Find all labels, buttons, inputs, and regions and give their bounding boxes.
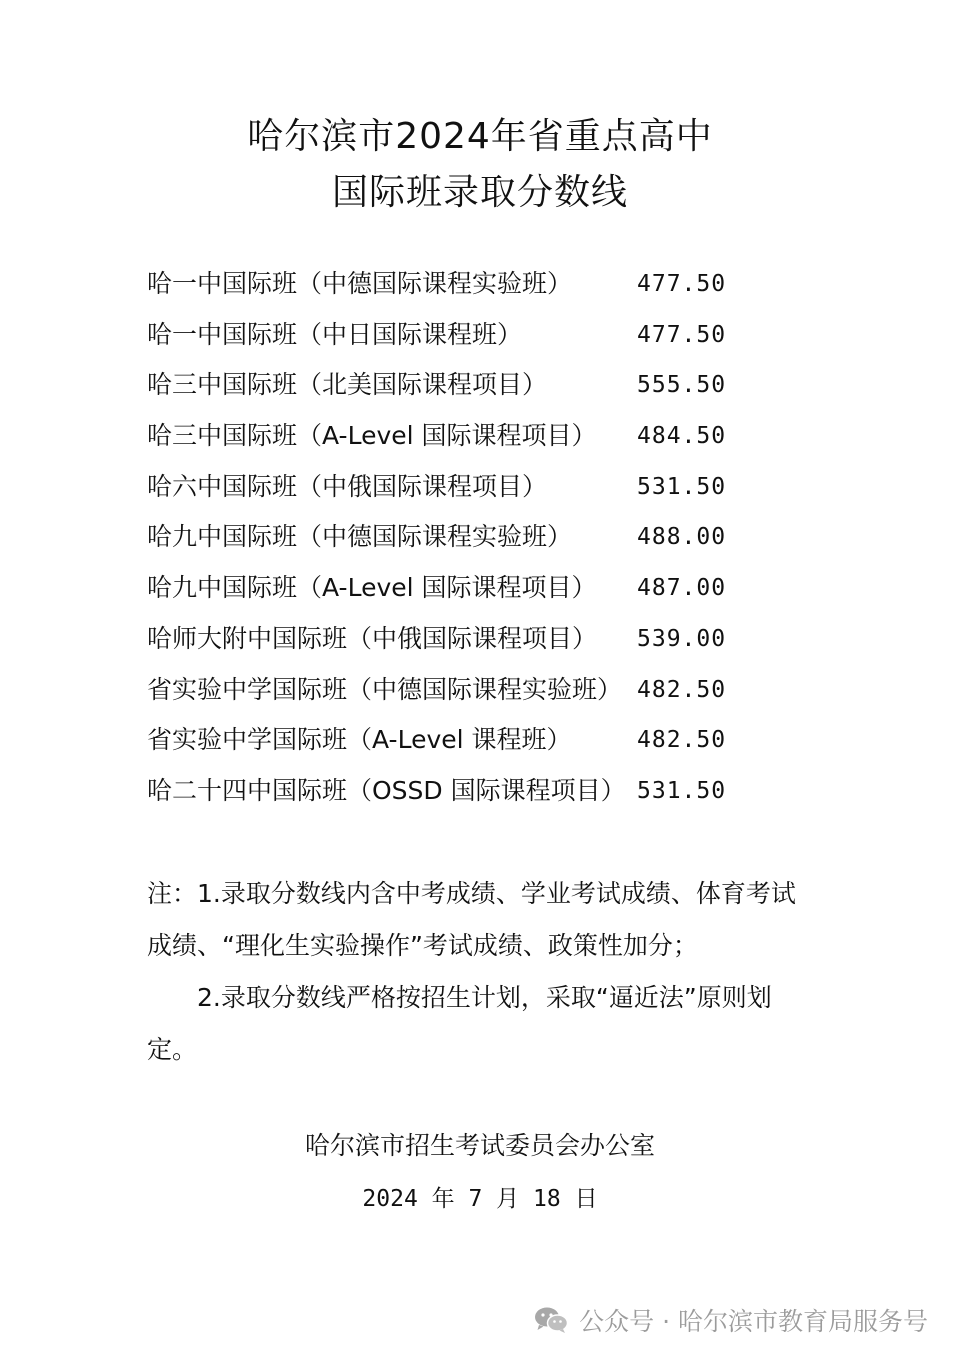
school-name: 省实验中学国际班（中德国际课程实验班）: [147, 674, 623, 704]
school-name: 哈一中国际班（中日国际课程班）: [147, 319, 523, 349]
notes-section: [147, 868, 827, 1076]
cutoff-score: 487.00: [637, 575, 727, 602]
score-row: [147, 313, 787, 364]
score-row: [147, 668, 787, 719]
cutoff-score: 488.00: [637, 524, 727, 551]
school-name: 省实验中学国际班（A-Level 课程班）: [147, 725, 572, 755]
score-row: [147, 566, 787, 617]
school-name: 哈三中国际班（A-Level 国际课程项目）: [147, 421, 597, 451]
score-row: [147, 769, 787, 820]
school-name: 哈二十四中国际班（OSSD 国际课程项目）: [147, 775, 626, 805]
score-row: [147, 465, 787, 516]
cutoff-score: 482.50: [637, 676, 727, 703]
score-row: [147, 617, 787, 668]
score-row: [147, 414, 787, 465]
school-name: 哈九中国际班（A-Level 国际课程项目）: [147, 573, 597, 603]
score-table: [147, 262, 787, 820]
note-line: 2.录取分数线严格按招生计划，采取“逼近法”原则划: [197, 983, 772, 1012]
score-row: [147, 262, 787, 313]
school-name: 哈三中国际班（北美国际课程项目）: [147, 370, 548, 400]
school-name: 哈师大附中国际班（中俄国际课程项目）: [147, 623, 598, 653]
cutoff-score: 477.50: [637, 271, 727, 297]
school-name: 哈一中国际班（中德国际课程实验班）: [147, 269, 573, 298]
cutoff-score: 531.50: [637, 473, 727, 500]
note-line: 成绩、“理化生实验操作”考试成绩、政策性加分；: [147, 931, 698, 960]
cutoff-score: 555.50: [637, 372, 727, 399]
school-name: 哈六中国际班（中俄国际课程项目）: [147, 471, 548, 501]
wechat-icon: [533, 1306, 569, 1334]
cutoff-score: 482.50: [637, 727, 727, 754]
cutoff-score: 477.50: [637, 321, 727, 348]
score-row: [147, 718, 787, 769]
score-row: [147, 515, 787, 566]
issue-date: 2024 年 7 月 18 日: [362, 1186, 598, 1212]
note-line: 注：1.录取分数线内含中考成绩、学业考试成绩、体育考试: [147, 879, 796, 908]
score-row: [147, 363, 787, 414]
page-title: 哈尔滨市2024年省重点高中: [247, 116, 713, 157]
note-line: 定。: [147, 1035, 198, 1064]
cutoff-score: 531.50: [637, 777, 727, 804]
watermark: [533, 1302, 928, 1338]
watermark-text: 公众号 · 哈尔滨市教育局服务号: [579, 1307, 928, 1336]
issuer-name: 哈尔滨市招生考试委员会办公室: [304, 1131, 655, 1160]
cutoff-score: 539.00: [637, 625, 727, 652]
cutoff-score: 484.50: [637, 423, 727, 450]
page-subtitle: 国际班录取分数线: [331, 172, 628, 213]
school-name: 哈九中国际班（中德国际课程实验班）: [147, 522, 573, 552]
